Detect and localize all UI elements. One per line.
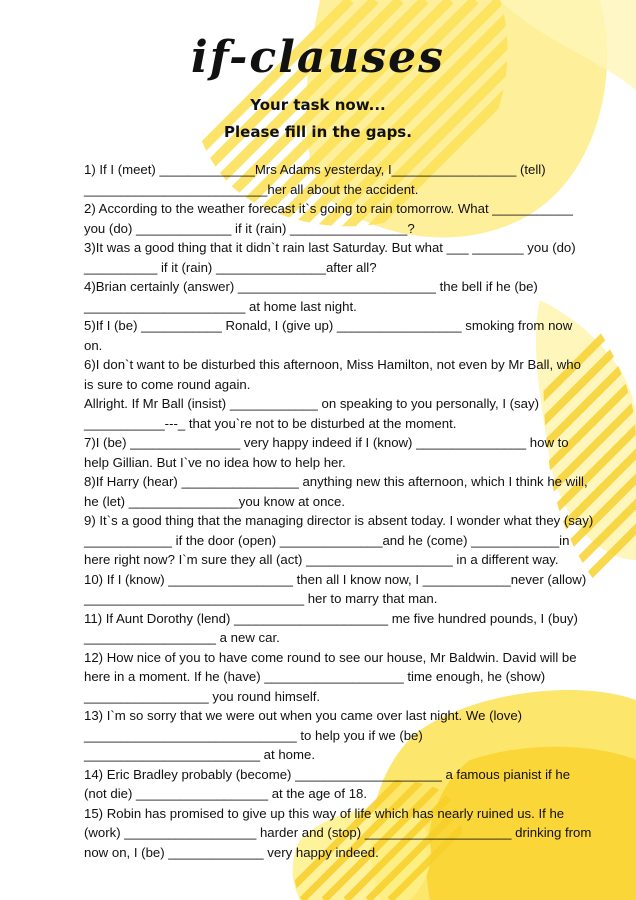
- task-subtitle: Your task now...: [250, 96, 386, 114]
- exercise-item: 3)It was a good thing that it didn`t rain last Saturday. But what ___ _______ you (do) __________ if it (rain) _______________after all?: [84, 240, 580, 275]
- instruction-subtitle: Please fill in the gaps.: [224, 123, 412, 141]
- exercise-item: 4)Brian certainly (answer) ___________________________ the bell if he (be) ______________________ at home last night.: [84, 279, 542, 314]
- exercise-item: 2) According to the weather forecast it`s going to rain tomorrow. What ___________ you (do) _____________ if it (rain) ________________?: [84, 201, 577, 236]
- exercise-list: [84, 160, 597, 862]
- exercise-item: 15) Robin has promised to give up this way of life which has nearly ruined us. If he (work) __________________ harder and (stop) ____________________ drinking from now on, I (be) _____________ very happy indeed.: [84, 805, 596, 860]
- exercise-item: 6)I don`t want to be disturbed this afternoon, Miss Hamilton, not even by Mr Ball, who is sure to come round again.: [84, 357, 585, 392]
- exercise-item: 13) I`m so sorry that we were out when you came over last night. We (love) _____________________________ to help you if we (be) ________________________ at home.: [84, 708, 526, 762]
- exercise-item: 5)If I (be) ___________ Ronald, I (give up) _________________ smoking from now on.: [84, 318, 576, 353]
- exercise-item: 9) It`s a good thing that the managing director is absent today. I wonder what they (say) ____________ if the door (open) ______________and he (come) ____________in here right now? I`m sure they all (act) ____________________ in a different way.: [84, 513, 597, 567]
- exercise-item: Allright. If Mr Ball (insist) ____________ on speaking to you personally, I (say) ___________---_ that you`re not to be disturbed at the moment.: [84, 396, 543, 431]
- exercise-item: 10) If I (know) _________________ then all I know now, I ____________never (allow) ______________________________ her to marry that man.: [84, 571, 590, 606]
- exercise-item: 8)If Harry (hear) ________________ anything new this afternoon, which I think he will, he (let) _______________you know at once.: [84, 474, 592, 509]
- worksheet-title: if-clauses: [191, 32, 445, 83]
- exercise-item: 1) If I (meet) _____________Mrs Adams yesterday, I_________________ (tell) _________________________her all about the accident.: [84, 162, 550, 197]
- exercise-item: 14) Eric Bradley probably (become) ____________________ a famous pianist if he (not die) __________________ at the age of 18.: [84, 766, 574, 801]
- exercise-item: 11) If Aunt Dorothy (lend) _____________________ me five hundred pounds, I (buy) __________________ a new car.: [84, 610, 582, 645]
- exercise-item: 7)I (be) _______________ very happy indeed if I (know) _______________ how to help Gillian. But I`ve no idea how to help her.: [84, 435, 573, 470]
- exercise-item: 12) How nice of you to have come round to see our house, Mr Baldwin. David will be here in a moment. If he (have) ___________________ time enough, he (show) _________________ you round himself.: [84, 649, 581, 704]
